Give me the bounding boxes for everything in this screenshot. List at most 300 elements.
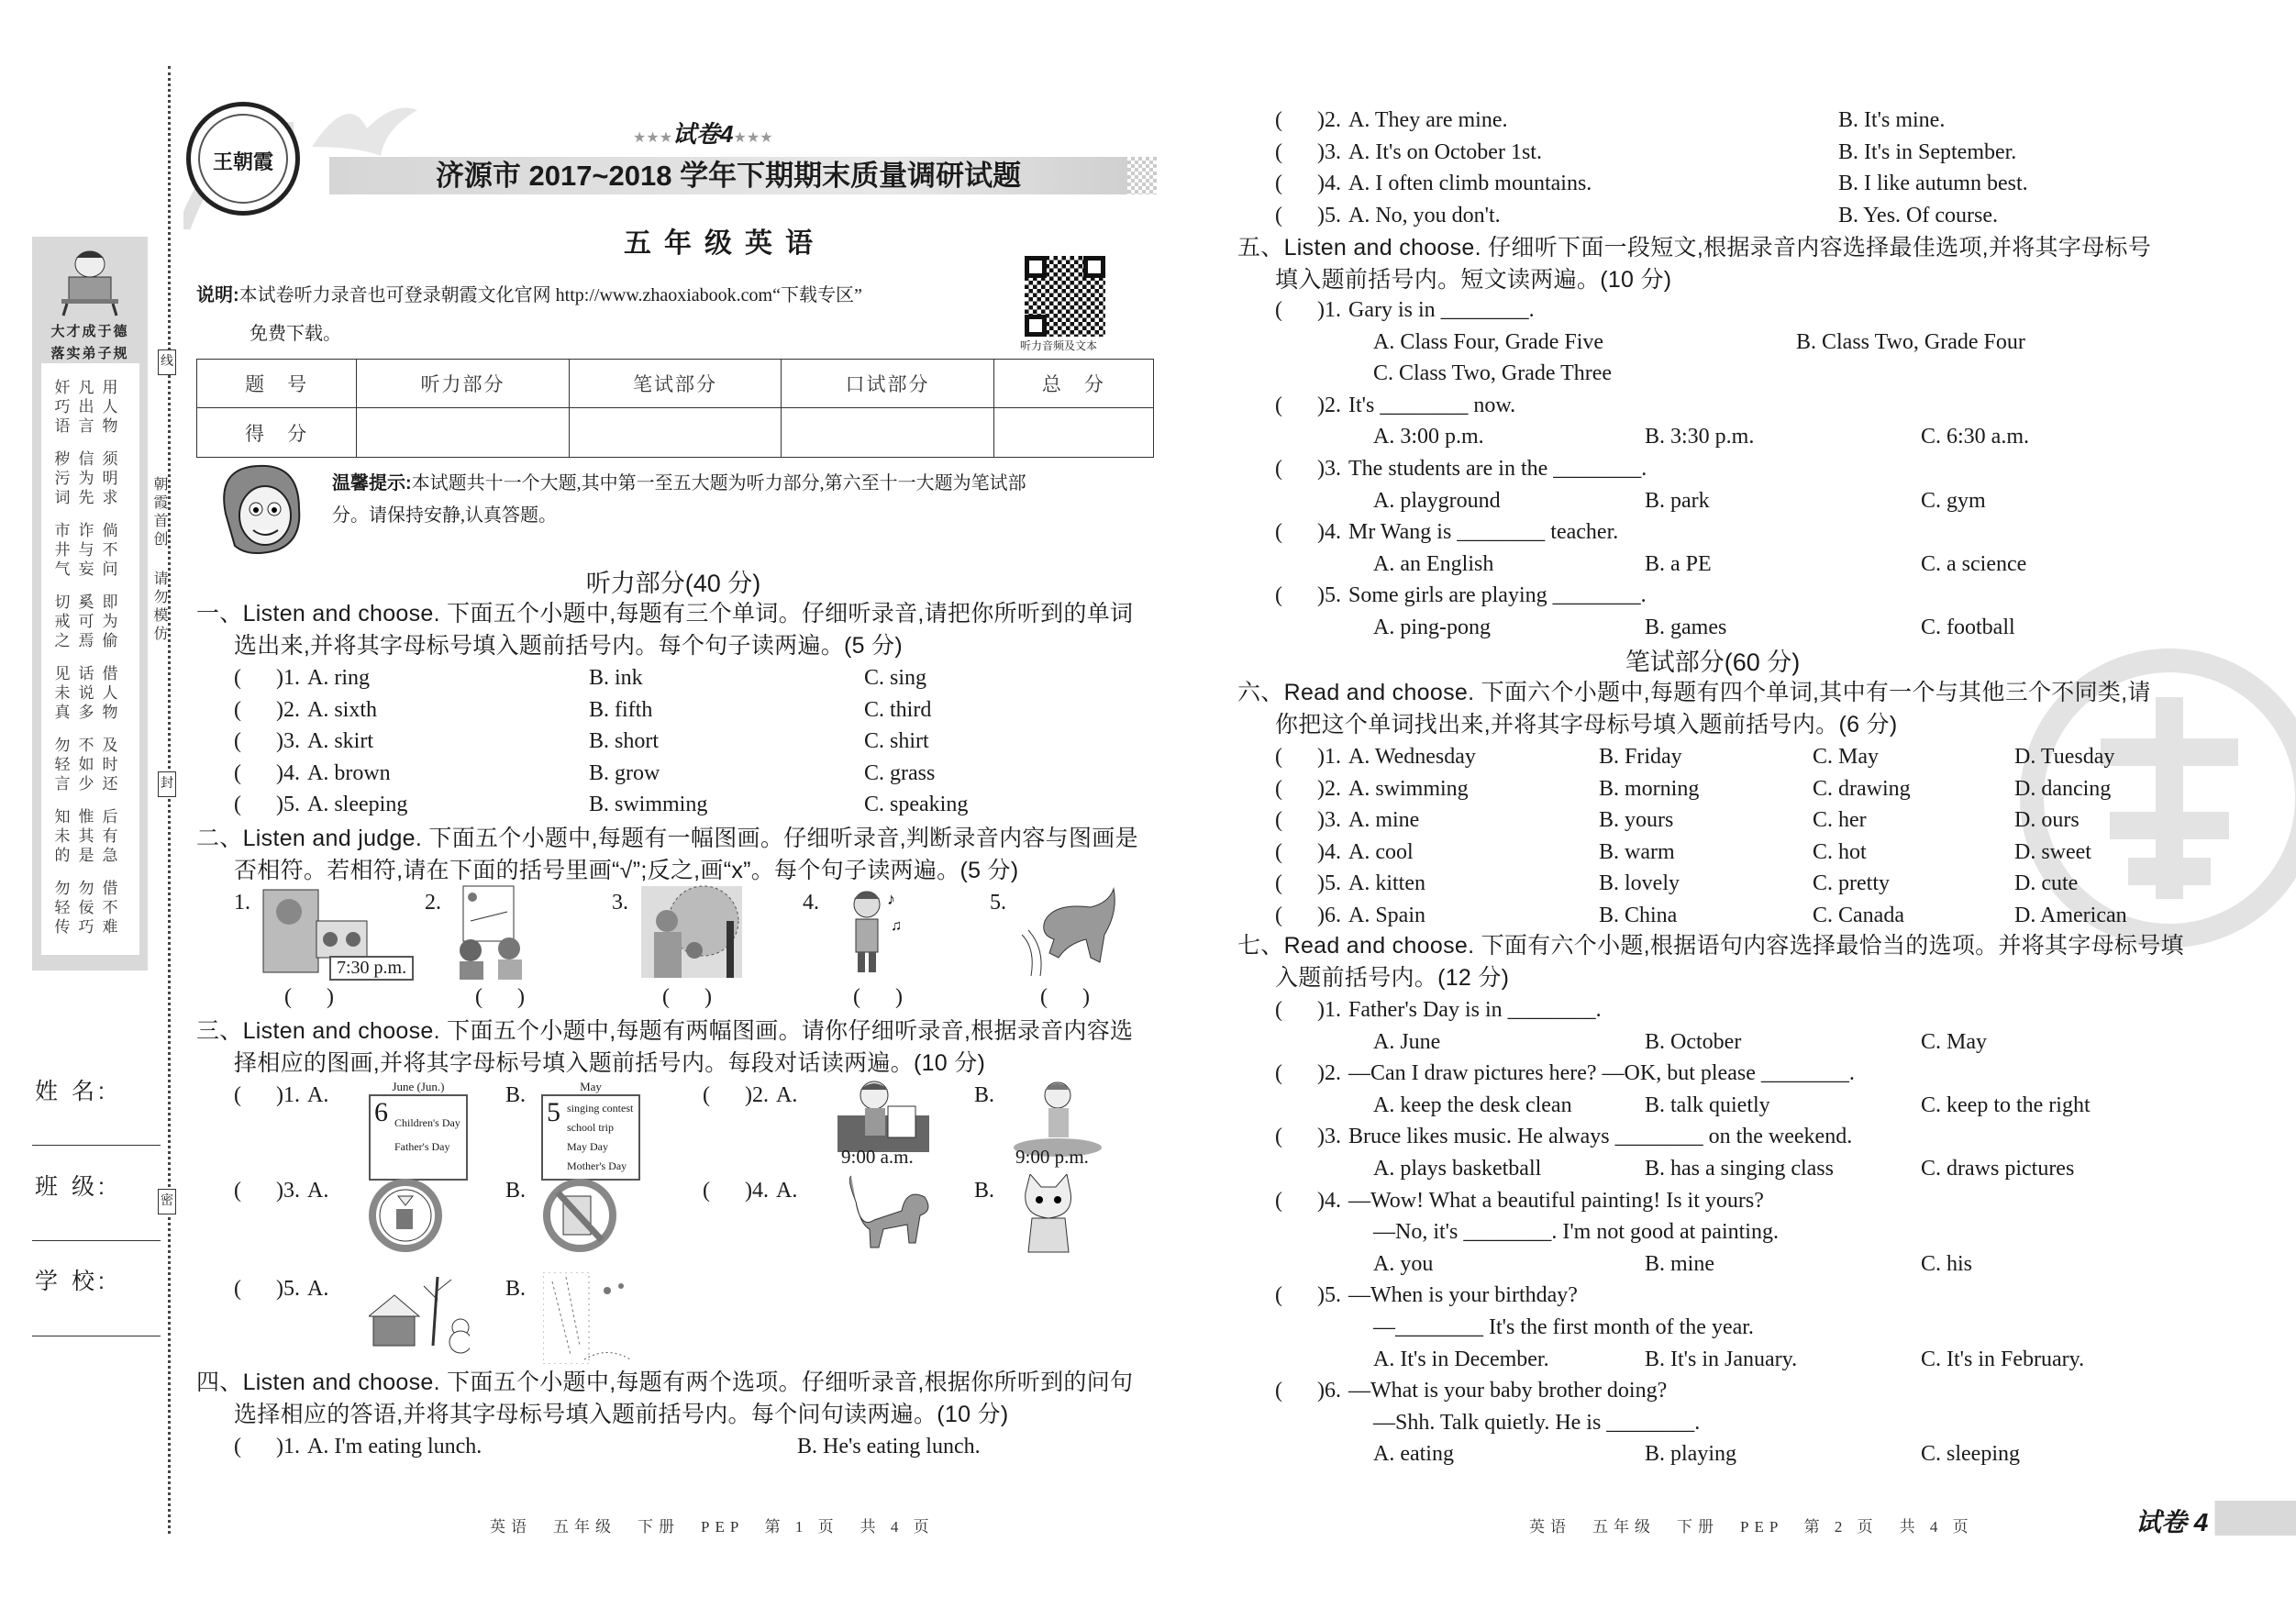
answer-blank[interactable] — [234, 1432, 283, 1461]
question-text: Gary is in ________. — [1348, 298, 1535, 322]
option: C. 6:30 a.m. — [1921, 425, 2029, 449]
answer-blank[interactable] — [1275, 517, 1325, 547]
answer-blank[interactable] — [1275, 169, 1325, 198]
section-6-heading-line-2: 你把这个单词找出来,并将其字母标号填入题前括号内。(6 分) — [1275, 711, 1898, 738]
binding-mark-xian: 线 — [158, 349, 176, 375]
question-number: 5. — [283, 1277, 300, 1301]
question-row — [1275, 1122, 1852, 1151]
s3-picture-3a-icon — [369, 1174, 470, 1266]
option: B. mine — [1645, 1251, 1714, 1276]
option: D. dancing — [2014, 776, 2112, 801]
question-row — [234, 1274, 328, 1303]
answer-blank[interactable] — [1275, 837, 1325, 867]
verse-row: 传巧难 — [54, 918, 127, 936]
question-number: 4. — [1325, 1188, 1341, 1213]
school-label: 学 校: — [35, 1269, 108, 1294]
answer-blank[interactable] — [234, 759, 283, 788]
question-row — [1275, 837, 1414, 867]
answer-blank[interactable] — [234, 663, 283, 693]
question-row — [1275, 1059, 1855, 1088]
question-row — [234, 790, 407, 819]
option: D. Tuesday — [2014, 745, 2115, 769]
question-number: 3. — [1325, 808, 1341, 833]
option: C. a science — [1921, 551, 2027, 576]
verse-row: 污为明 — [54, 470, 127, 487]
picture-number: 4. — [803, 891, 819, 915]
verse-row: 戒可为 — [54, 613, 127, 630]
score-header-written: 笔试部分 — [569, 360, 782, 408]
option: B. lovely — [1599, 871, 1680, 896]
answer-blank[interactable] — [234, 726, 283, 756]
section-2-heading-line-1: 二、Listen and judge. 下面五个小题中,每题有一幅图画。仔细听录音,判断录音内容与图画是 — [196, 826, 1138, 851]
score-row-label: 得 分 — [197, 408, 357, 458]
option: B. Class Two, Grade Four — [1796, 329, 2025, 354]
question-text: A. I'm eating lunch. — [307, 1435, 482, 1458]
option: B. has a singing class — [1645, 1157, 1834, 1181]
option: B. yours — [1599, 808, 1674, 833]
calendar-month: May — [580, 1080, 602, 1093]
question-text: Mr Wang is ________ teacher. — [1348, 520, 1619, 545]
calendar-month: June (Jun.) — [392, 1080, 445, 1093]
question-number: 5. — [283, 793, 300, 817]
score-cell-oral[interactable] — [782, 408, 994, 458]
motto-line-2: 落实弟子规 — [50, 346, 129, 361]
section-6-heading-line-1: 六、Read and choose. 下面六个小题中,每题有四个单词,其中有一个与其他三个不同类,请 — [1237, 680, 2151, 705]
calendar-b — [541, 1094, 640, 1181]
calendar-day: 5 — [547, 1097, 560, 1127]
picture-number: 1. — [234, 891, 250, 915]
score-cell-listening[interactable] — [357, 408, 570, 458]
question-number: 6. — [1325, 904, 1341, 927]
answer-blank[interactable] — [234, 790, 283, 819]
question-number: 1. — [283, 1435, 300, 1458]
question-number: 5. — [1325, 583, 1341, 608]
answer-blank[interactable] — [1275, 391, 1325, 420]
s3-picture-3b-icon — [543, 1174, 644, 1266]
question-text: —Wow! What a beautiful painting! Is it yours? — [1348, 1188, 1764, 1213]
question-text: —What is your baby brother doing? — [1348, 1379, 1668, 1403]
time-caption: 9:00 a.m. — [841, 1146, 914, 1168]
verse-row: 切奚即 — [54, 593, 127, 611]
answer-blank[interactable] — [1275, 901, 1325, 930]
question-text: Father's Day is in ________. — [1348, 998, 1602, 1022]
option: B. a PE — [1645, 551, 1712, 576]
paper-label-corner — [2093, 1501, 2296, 1536]
question-row — [703, 1176, 797, 1205]
question-row — [1275, 805, 1419, 835]
question-number: 4. — [283, 760, 300, 785]
question-number: 2. — [1325, 776, 1341, 801]
option: C. her — [1813, 808, 1867, 833]
girl-cartoon-icon — [212, 459, 308, 558]
motto-line-1: 大才成于德 — [50, 324, 129, 339]
name-label: 姓 名: — [35, 1079, 108, 1104]
copyright-notice-1: 朝霞首创 — [151, 476, 167, 549]
qr-caption: 听力音频及文本 — [1020, 339, 1098, 352]
verse-row: 勿不及 — [54, 737, 127, 754]
answer-blank[interactable] — [1275, 1186, 1325, 1215]
option: C. keep to the right — [1921, 1092, 2091, 1117]
answer-blank[interactable] — [703, 1081, 752, 1110]
score-header-total: 总 分 — [993, 360, 1153, 408]
logo-lettering: 王朝霞 — [198, 114, 288, 204]
question-number: 3. — [283, 1179, 300, 1203]
question-text: The students are in the ________. — [1348, 457, 1647, 481]
option: C. Canada — [1813, 904, 1904, 927]
qr-code[interactable] — [1025, 256, 1105, 337]
verse-row: 市诈倘 — [54, 522, 127, 539]
s3-picture-5a-icon — [369, 1272, 470, 1364]
calendar-event: May Day — [567, 1140, 608, 1153]
question-number: 4. — [1325, 172, 1341, 196]
answer-blank[interactable] — [1275, 805, 1325, 835]
answer-blank[interactable] — [234, 1274, 283, 1303]
option: A. playground — [1373, 488, 1501, 513]
verse-row: 词先求 — [54, 489, 127, 506]
option: C. drawing — [1813, 776, 1911, 801]
answer-blank[interactable] — [1275, 995, 1325, 1025]
subject-title: 五年级英语 — [624, 228, 826, 259]
listening-part-title: 听力部分(40 分) — [585, 570, 761, 597]
option: A. 3:00 p.m. — [1373, 425, 1484, 449]
option: D. sweet — [2014, 839, 2091, 864]
banner-checker-decoration — [1127, 157, 1157, 194]
s3-picture-4a-icon — [837, 1174, 938, 1266]
paper-label-text: 试卷4 — [672, 120, 734, 148]
verse-row: 言少还 — [54, 775, 127, 793]
question-row — [1275, 1186, 1764, 1215]
answer-blank[interactable] — [475, 985, 525, 1010]
question-number: 3. — [1325, 457, 1341, 481]
publisher-logo — [186, 102, 300, 216]
answer-blank[interactable] — [1275, 774, 1325, 804]
verse-row: 知惟后 — [54, 808, 127, 826]
question-row — [1275, 391, 1515, 420]
s3-picture-4b-icon — [1012, 1174, 1113, 1266]
option: B. short — [589, 729, 660, 754]
question-number: 4. — [1325, 839, 1341, 864]
section-7-heading-line-2: 入题前括号内。(12 分) — [1275, 964, 1510, 991]
question-number: 1. — [1325, 298, 1341, 322]
binding-mark-mi: 密 — [158, 1189, 176, 1214]
question-row — [234, 759, 391, 788]
option: C. hot — [1813, 839, 1867, 864]
question-row — [234, 1081, 328, 1110]
question-number: 2. — [283, 697, 300, 722]
tip-text-1: 本试题共十一个大题,其中第一至五大题为听力部分,第六至十一大题为笔试部 — [411, 473, 1026, 494]
option: A. plays basketball — [1373, 1157, 1542, 1181]
question-text: A. Spain — [1348, 904, 1425, 927]
picture-number: 5. — [990, 891, 1006, 915]
option: D. cute — [2014, 871, 2079, 896]
option: B. playing — [1645, 1442, 1736, 1467]
question-number: 5. — [1325, 871, 1341, 896]
question-number: 5. — [1325, 203, 1341, 227]
option-b-label: B. — [974, 1083, 995, 1107]
option: A. ping-pong — [1373, 616, 1491, 639]
section-1-heading-line-1: 一、Listen and choose. 下面五个小题中,每题有三个单词。仔细听录音,请把你所听到的单词 — [196, 601, 1134, 627]
answer-blank[interactable] — [284, 985, 334, 1010]
sidebar-dizigui-panel — [32, 237, 148, 970]
calendar-event: school trip — [567, 1121, 614, 1134]
question-row — [1275, 581, 1647, 610]
verse-row: 巧出人 — [54, 398, 127, 416]
question-number: 2. — [1325, 393, 1341, 417]
answer-blank[interactable] — [1275, 138, 1325, 167]
option: B. swimming — [589, 793, 708, 817]
question-text: —Can I draw pictures here? —OK, but please ________. — [1348, 1061, 1855, 1086]
option: C. shirt — [864, 729, 929, 754]
calendar-a — [369, 1094, 468, 1181]
calendar-event: Children's Day — [394, 1116, 460, 1129]
question-text: A. It's on October 1st. — [1348, 139, 1542, 164]
option: C. May — [1813, 745, 1879, 769]
option: C. pretty — [1813, 871, 1890, 896]
calendar-day: 6 — [374, 1097, 388, 1127]
verse-row: 井与不 — [54, 541, 127, 559]
option: C. third — [864, 697, 932, 722]
question-text: A. sixth — [307, 697, 378, 722]
verse-row: 语言物 — [54, 417, 127, 435]
answer-blank[interactable] — [1275, 105, 1325, 135]
option-b-label: B. — [974, 1179, 995, 1203]
answer-blank[interactable] — [1275, 742, 1325, 771]
option: A. Class Four, Grade Five — [1373, 329, 1604, 354]
option: A. It's in December. — [1373, 1347, 1549, 1371]
question-text: It's ________ now. — [1348, 393, 1516, 417]
stars-right-icon: ★★★ — [733, 130, 773, 146]
calendar-event: singing contest — [567, 1102, 634, 1115]
answer-blank[interactable] — [703, 1176, 752, 1205]
option: B. I like autumn best. — [1838, 172, 2028, 196]
question-row — [1275, 995, 1602, 1025]
writing-part-title: 笔试部分(60 分) — [1625, 649, 1801, 676]
copyright-notice-2: 请勿模仿 — [151, 571, 167, 644]
section-2-heading-line-2: 否相符。若相符,请在下面的括号里画“√”;反之,画“x”。每个句子读两遍。(5 分) — [234, 857, 1019, 883]
section-3-heading-line-2: 择相应的图画,并将其字母标号填入题前括号内。每段对话读两遍。(10 分) — [234, 1049, 986, 1076]
question-row — [1275, 169, 1592, 198]
option: —________ It's the first month of the year. — [1373, 1315, 1754, 1339]
question-row — [1275, 774, 1469, 804]
question-row — [1275, 138, 1542, 167]
s2-picture-4-icon — [830, 884, 940, 981]
picture-number: 2. — [425, 891, 441, 915]
option: B. It's mine. — [1838, 108, 1946, 132]
question-text: A. Wednesday — [1348, 745, 1476, 769]
verse-row: 的是急 — [54, 847, 127, 864]
s2-picture-5-icon — [1017, 884, 1127, 981]
question-number: 4. — [752, 1179, 769, 1203]
answer-blank[interactable] — [1275, 454, 1325, 483]
question-row — [1275, 901, 1425, 930]
option: B. He's eating lunch. — [797, 1435, 981, 1458]
answer-blank[interactable] — [853, 985, 903, 1010]
s2-picture-2-icon — [452, 884, 562, 981]
answer-blank[interactable] — [1275, 1281, 1325, 1310]
option: D. American — [2014, 904, 2127, 927]
verse-row: 之焉偷 — [54, 632, 127, 649]
option: C. May — [1921, 1029, 1987, 1054]
option: C. gym — [1921, 488, 1986, 513]
option: B. fifth — [589, 697, 653, 722]
footer-page-1: 英语 五年级 下册 PEP 第 1 页 共 4 页 — [490, 1518, 935, 1536]
tip-line-1 — [332, 468, 1026, 494]
score-header-oral: 口试部分 — [782, 360, 994, 408]
option-b-label: B. — [505, 1083, 527, 1107]
option-b-label: B. — [505, 1179, 527, 1203]
question-number: 1. — [283, 1083, 300, 1107]
question-row — [1275, 742, 1476, 771]
time-caption: 9:00 p.m. — [1015, 1146, 1089, 1168]
answer-blank[interactable] — [234, 695, 283, 725]
option: B. Yes. Of course. — [1838, 203, 1998, 227]
question-row — [1275, 869, 1425, 898]
section-5-heading-line-2: 填入题前括号内。短文读两遍。(10 分) — [1275, 266, 1672, 293]
exam-title: 济源市 2017~2018 学年下期期末质量调研试题 — [435, 160, 1022, 192]
section-3-heading-line-1: 三、Listen and choose. 下面五个小题中,每题有两幅图画。请你仔细听录音,根据录音内容选 — [196, 1018, 1134, 1044]
score-cell-total[interactable] — [993, 408, 1153, 458]
question-row — [1275, 105, 1508, 135]
binding-dotted-line — [168, 66, 171, 1534]
question-text: A. I often climb mountains. — [1348, 172, 1592, 196]
verse-row: 气妄问 — [54, 560, 127, 578]
option: B. October — [1645, 1029, 1742, 1054]
option: B. morning — [1599, 776, 1700, 801]
answer-blank[interactable] — [1275, 581, 1325, 610]
question-number: 1. — [1325, 998, 1341, 1022]
option: B. It's in September. — [1838, 139, 2017, 164]
verse-row: 见话借 — [54, 665, 127, 682]
svg-text:♪: ♪ — [887, 890, 895, 908]
option: B. 3:30 p.m. — [1645, 425, 1755, 449]
option: B. warm — [1599, 839, 1675, 864]
option-b-label: B. — [505, 1277, 527, 1301]
question-row — [234, 726, 373, 756]
instructions-note — [196, 280, 862, 306]
question-row — [234, 1432, 482, 1461]
s2-picture-3-icon — [639, 884, 749, 981]
tip-line-2: 分。请保持安静,认真答题。 — [332, 505, 557, 526]
tip-label: 温馨提示: — [332, 473, 412, 494]
section-7-heading-line-1: 七、Read and choose. 下面有六个小题,根据语句内容选择最恰当的选项。并将其字母标号填 — [1237, 933, 2184, 959]
verse-row: 未其有 — [54, 827, 127, 845]
answer-blank[interactable] — [1275, 1376, 1325, 1405]
verse-row: 真多物 — [54, 704, 127, 721]
question-row — [234, 1176, 328, 1205]
question-text: A. cool — [1348, 839, 1414, 864]
section-5-heading-line-1: 五、Listen and choose. 仔细听下面一段短文,根据录音内容选择最佳选项,并将其字母标号 — [1237, 235, 2152, 261]
note-continuation: 免费下载。 — [250, 324, 341, 344]
question-row — [1275, 295, 1535, 325]
question-number: 5. — [1325, 1283, 1341, 1308]
class-field[interactable] — [32, 1240, 161, 1241]
answer-blank[interactable] — [1275, 1122, 1325, 1151]
question-text: A. — [776, 1083, 798, 1107]
answer-blank[interactable] — [234, 1081, 283, 1110]
s3-picture-5b-icon — [543, 1272, 644, 1364]
time-caption: 7:30 p.m. — [329, 956, 414, 981]
question-text: Some girls are playing ________. — [1348, 583, 1647, 608]
option: A. eating — [1373, 1442, 1454, 1467]
question-row — [1275, 201, 1501, 230]
question-text: A. swimming — [1348, 776, 1469, 801]
option: B. China — [1599, 904, 1678, 927]
answer-blank[interactable] — [662, 985, 712, 1010]
option: C. sleeping — [1921, 1442, 2020, 1467]
answer-blank[interactable] — [1275, 869, 1325, 898]
question-text: A. — [307, 1083, 329, 1107]
option: A. an English — [1373, 551, 1494, 576]
question-row — [1275, 517, 1618, 547]
score-cell-written[interactable] — [569, 408, 782, 458]
option: C. It's in February. — [1921, 1347, 2085, 1371]
option: A. June — [1373, 1029, 1441, 1054]
footer-page-2: 英语 五年级 下册 PEP 第 2 页 共 4 页 — [1529, 1518, 1974, 1536]
option: B. park — [1645, 488, 1710, 513]
verse-row: 轻如时 — [54, 756, 127, 773]
question-row — [1275, 1376, 1667, 1405]
option: B. Friday — [1599, 745, 1682, 769]
question-number: 6. — [1325, 1379, 1341, 1403]
option: D. ours — [2014, 808, 2080, 833]
question-text: A. ring — [307, 666, 370, 690]
verse-row: 奸凡用 — [54, 379, 127, 396]
answer-blank[interactable] — [1275, 1059, 1325, 1088]
option: C. grass — [864, 760, 936, 785]
stars-left-icon: ★★★ — [633, 130, 673, 146]
option: C. football — [1921, 616, 2015, 639]
question-number: 4. — [1325, 520, 1341, 545]
question-text: A. They are mine. — [1348, 108, 1508, 132]
answer-blank[interactable] — [1275, 201, 1325, 230]
paper-label-top — [633, 116, 773, 150]
question-number: 2. — [752, 1083, 769, 1107]
score-header-listening: 听力部分 — [357, 360, 570, 408]
question-row — [1275, 454, 1647, 483]
question-text: —When is your birthday? — [1348, 1283, 1578, 1308]
question-text: Bruce likes music. He always ________ on the weekend. — [1348, 1125, 1853, 1149]
section-4-heading-line-2: 选择相应的答语,并将其字母标号填入题前括号内。每个问句读两遍。(10 分) — [234, 1401, 1009, 1427]
name-field[interactable] — [32, 1145, 161, 1146]
corner-label-text: 试卷 4 — [2135, 1508, 2209, 1536]
question-text: A. brown — [307, 760, 391, 785]
option: B. talk quietly — [1645, 1092, 1770, 1117]
section-1-heading-line-2: 选出来,并将其字母标号填入题前括号内。每个句子读两遍。(5 分) — [234, 632, 904, 659]
question-text: A. — [307, 1179, 329, 1203]
answer-blank[interactable] — [1040, 985, 1090, 1010]
option: C. sing — [864, 666, 927, 690]
class-label: 班 级: — [35, 1174, 108, 1200]
question-text: A. skirt — [307, 729, 373, 754]
svg-text:♫: ♫ — [891, 918, 902, 934]
option: B. games — [1645, 616, 1727, 639]
option: C. his — [1921, 1251, 1973, 1276]
option: —Shh. Talk quietly. He is ________. — [1373, 1410, 1701, 1435]
verse-row: 勿勿借 — [54, 880, 127, 897]
question-number: 3. — [1325, 1125, 1341, 1149]
verse-row: 未说人 — [54, 684, 127, 702]
verse-row: 秽信须 — [54, 450, 127, 468]
answer-blank[interactable] — [1275, 295, 1325, 325]
question-row — [234, 663, 370, 693]
picture-number: 3. — [612, 891, 628, 915]
answer-blank[interactable] — [234, 1176, 283, 1205]
score-header-number: 题 号 — [197, 360, 357, 408]
question-text: A. mine — [1348, 808, 1420, 833]
question-row — [234, 695, 377, 725]
section-4-heading-line-1: 四、Listen and choose. 下面五个小题中,每题有两个选项。仔细听录音,根据你所听到的问句 — [196, 1370, 1134, 1395]
question-number: 1. — [283, 666, 300, 690]
